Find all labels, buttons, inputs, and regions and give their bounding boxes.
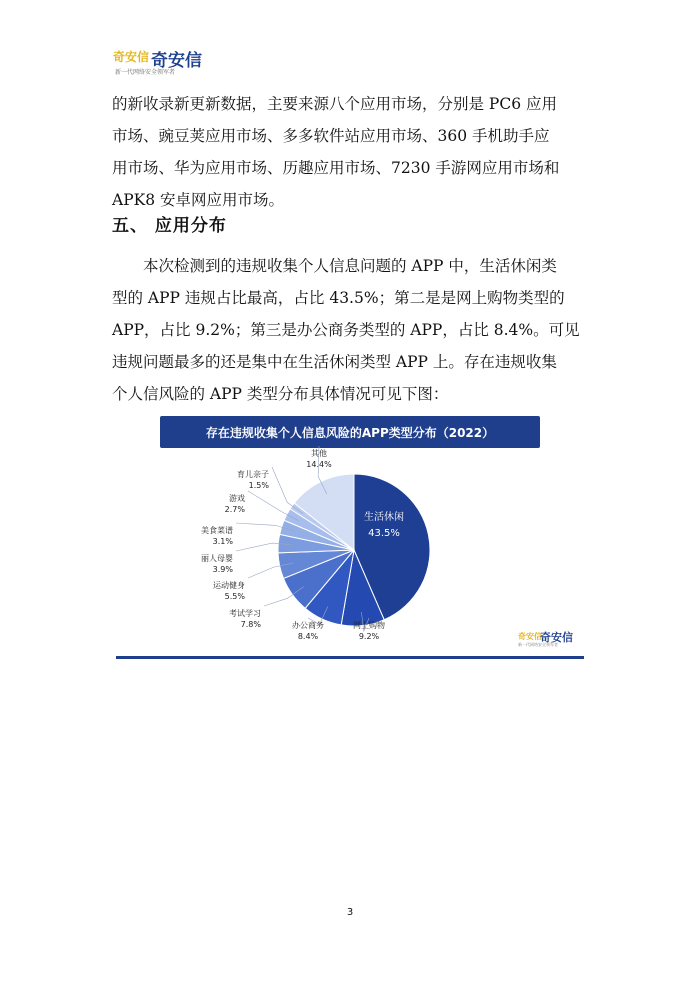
logo-brand-name: 奇安信 [151, 51, 202, 71]
section-heading: 五、 应用分布 [112, 216, 227, 236]
slice-label: 美食菜谱 [201, 526, 233, 535]
body-paragraph [112, 250, 596, 410]
chart-logo-name: 奇安信 [540, 631, 573, 644]
slice-value-label: 8.4% [297, 632, 319, 641]
slice-value-label: 5.5% [224, 592, 245, 601]
slice-value-label: 3.9% [212, 565, 233, 574]
paragraph-line: 用市场、华为应用市场、历趣应用市场、7230 手游网应用市场和 [112, 159, 560, 177]
paragraph-line: APP，占比 9.2%；第三是办公商务类型的 APP，占比 8.4%。可见 [112, 321, 580, 339]
slice-label: 网上购物 [353, 621, 385, 630]
slice-label: 丽人母婴 [201, 554, 233, 563]
page-number: 3 [346, 907, 354, 918]
slice-label: 办公商务 [292, 621, 324, 630]
slice-value-label: 3.1% [212, 537, 233, 546]
slice-value-label: 2.7% [224, 505, 245, 514]
slice-label: 其他 [311, 449, 327, 458]
slice-value-label: 43.5% [368, 528, 400, 539]
slice-value-label: 1.5% [248, 481, 269, 490]
paragraph-line: 本次检测到的违规收集个人信息问题的 APP 中，生活休闲类 [112, 257, 557, 275]
logo-tagline: 新一代网络安全领军者 [115, 69, 176, 76]
chart-title: 存在违规收集个人信息风险的APP类型分布（2022） [160, 416, 540, 448]
chart-logo-tagline: 新一代网络安全领军者 [518, 642, 558, 647]
slice-value-label: 7.8% [240, 620, 261, 629]
paragraph-line: 型的 APP 违规占比最高，占比 43.5%；第二是是网上购物类型的 [112, 289, 565, 307]
company-logo [113, 46, 223, 80]
paragraph-line: 的新收录新更新数据，主要来源八个应用市场，分别是 PC6 应用 [112, 95, 558, 113]
slice-label: 考试学习 [229, 609, 261, 618]
slice-value-label: 14.4% [306, 460, 332, 469]
paragraph-line: 个人信风险的 APP 类型分布具体情况可见下图： [112, 385, 449, 403]
logo-mark: 奇安信 [113, 50, 150, 64]
paragraph-line: APK8 安卓网应用市场。 [112, 191, 284, 209]
chart-watermark-logo [518, 631, 582, 649]
paragraph-line: 违规问题最多的还是集中在生活休闲类型 APP 上。存在违规收集 [112, 353, 557, 371]
slice-value-label: 9.2% [358, 632, 380, 641]
slice-label: 生活休闲 [364, 512, 404, 523]
pie-chart [116, 408, 584, 658]
slice-label: 育儿亲子 [237, 470, 269, 479]
slice-label: 运动健身 [213, 581, 245, 590]
chart-bottom-rule [116, 656, 584, 659]
paragraph-line: 市场、豌豆荚应用市场、多多软件站应用市场、360 手机助手应 [112, 127, 550, 145]
pie-chart-figure [116, 408, 584, 660]
slice-label: 游戏 [229, 494, 245, 503]
chart-logo-mark: 奇安信 [518, 632, 542, 641]
intro-paragraph [112, 88, 596, 216]
